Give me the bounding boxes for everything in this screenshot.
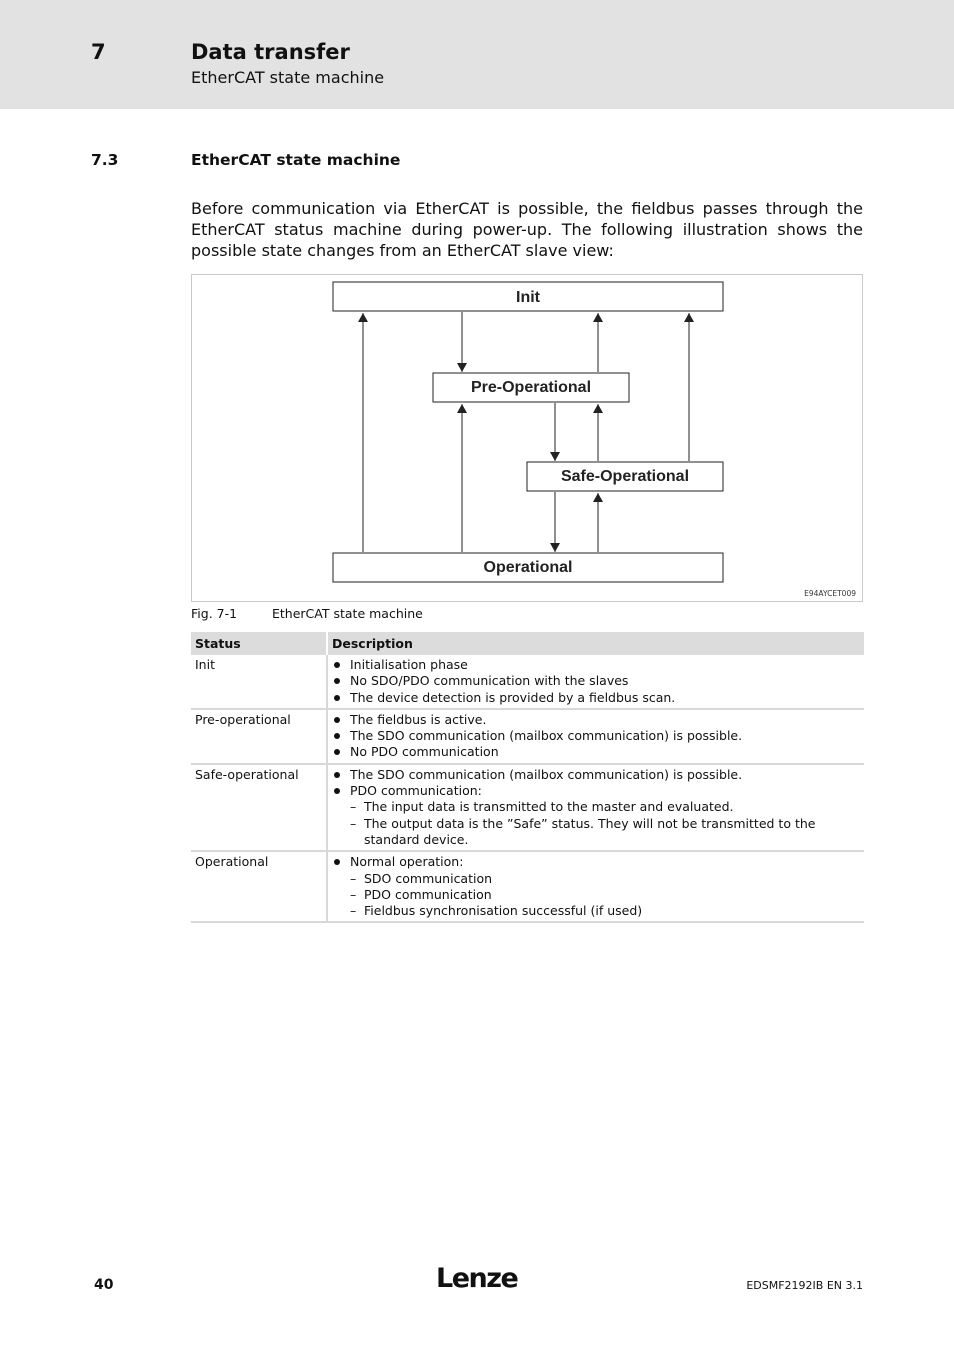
figure-code: E94AYCET009 <box>804 589 856 598</box>
chapter-subtitle: EtherCAT state machine <box>191 68 385 87</box>
list-item: No SDO/PDO communication with the slaves <box>332 673 860 689</box>
status-cell: Init <box>191 655 327 709</box>
state-label-operational: Operational <box>483 559 573 576</box>
intro-paragraph: Before communication via EtherCAT is possible, the fieldbus passes through the EtherCAT status machine during power-up. The following illustration shows the possible state changes from an EtherCAT slave view: <box>191 199 863 260</box>
state-label-pre-operational: Pre-Operational <box>470 379 592 396</box>
list-subitem: – PDO communication <box>332 887 860 903</box>
list-subitem: – The input data is transmitted to the master and evaluated. <box>332 799 860 815</box>
state-label-safe-operational: Safe-Operational <box>560 468 690 485</box>
table-header-row <box>191 632 864 655</box>
description-list <box>332 767 860 848</box>
list-subitem: – SDO communication <box>332 871 860 887</box>
section-title: EtherCAT state machine <box>191 151 401 169</box>
description-cell <box>327 851 864 922</box>
figure-caption: EtherCAT state machine <box>272 606 423 621</box>
status-cell: Pre-operational <box>191 709 327 764</box>
table-row <box>191 709 864 764</box>
lenze-logo: Lenze <box>436 1263 518 1294</box>
description-cell <box>327 709 864 764</box>
column-header-status: Status <box>191 632 327 655</box>
description-list <box>332 712 860 761</box>
list-item: The SDO communication (mailbox communication) is possible. <box>332 767 860 783</box>
list-item: Initialisation phase <box>332 657 860 673</box>
header-band <box>0 0 954 109</box>
list-item: No PDO communication <box>332 744 860 760</box>
description-list <box>332 854 860 919</box>
list-subitem: – Fieldbus synchronisation successful (if used) <box>332 903 860 919</box>
chapter-number: 7 <box>91 40 106 64</box>
column-header-description: Description <box>327 632 864 655</box>
description-cell <box>327 764 864 851</box>
list-item: PDO communication: <box>332 783 860 799</box>
section-number: 7.3 <box>91 151 119 169</box>
table-row <box>191 655 864 709</box>
list-item: Normal operation: <box>332 854 860 870</box>
state-label-init: Init <box>516 289 540 306</box>
status-cell: Safe-operational <box>191 764 327 851</box>
status-cell: Operational <box>191 851 327 922</box>
list-subitem: – The output data is the ”Safe” status. They will not be transmitted to the standard device. <box>332 816 860 849</box>
table-row <box>191 764 864 851</box>
state-machine-diagram <box>192 275 864 603</box>
chapter-title: Data transfer <box>191 40 350 64</box>
description-cell <box>327 655 864 709</box>
table-row <box>191 851 864 922</box>
document-id: EDSMF2192IB EN 3.1 <box>746 1279 863 1292</box>
status-table <box>191 632 864 923</box>
page-number: 40 <box>94 1277 114 1293</box>
figure-label: Fig. 7-1 <box>191 606 238 621</box>
list-item: The SDO communication (mailbox communication) is possible. <box>332 728 860 744</box>
state-machine-figure <box>191 274 863 602</box>
list-item: The device detection is provided by a fieldbus scan. <box>332 690 860 706</box>
list-item: The fieldbus is active. <box>332 712 860 728</box>
description-list <box>332 657 860 706</box>
